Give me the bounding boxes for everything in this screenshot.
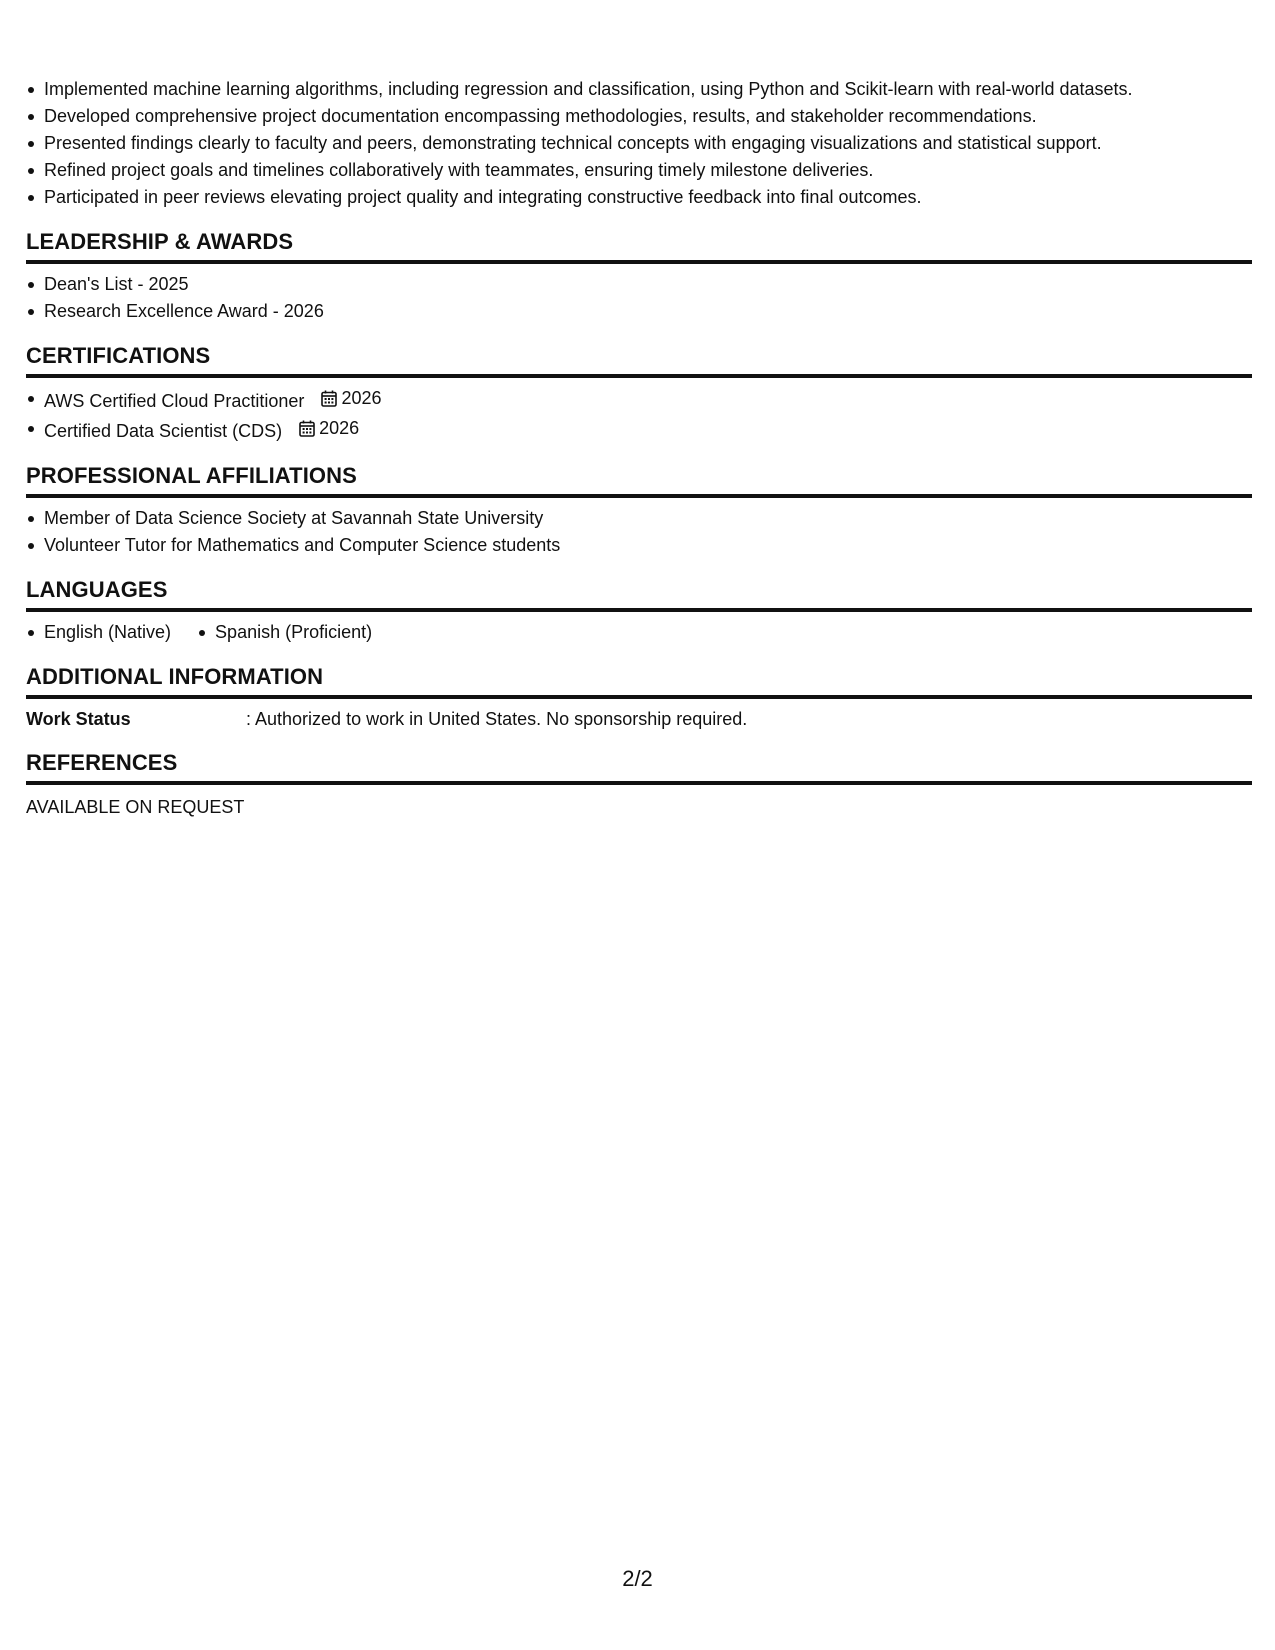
page-number: 2/2 bbox=[622, 1566, 653, 1591]
certification-name: Certified Data Scientist (CDS) bbox=[44, 421, 283, 441]
list-item: Refined project goals and timelines collaboratively with teammates, ensuring timely milestone deliveries. bbox=[26, 157, 1252, 184]
list-item: Spanish (Proficient) bbox=[197, 619, 372, 646]
work-status-row bbox=[26, 706, 1252, 732]
section-title: LEADERSHIP & AWARDS bbox=[26, 227, 1252, 264]
additional-info-section bbox=[26, 662, 1252, 732]
list-item: Developed comprehensive project documentation encompassing methodologies, results, and stakeholder recommendations. bbox=[26, 103, 1252, 130]
work-status-value: : Authorized to work in United States. No sponsorship required. bbox=[246, 709, 748, 729]
affiliations-section bbox=[26, 461, 1252, 559]
calendar-icon bbox=[321, 390, 337, 407]
list-item: Implemented machine learning algorithms, including regression and classification, using Python and Scikit-learn with real-world datasets. bbox=[26, 76, 1252, 103]
list-item: Member of Data Science Society at Savannah State University bbox=[26, 505, 1252, 532]
resume-page bbox=[26, 76, 1252, 820]
list-item bbox=[26, 385, 1252, 415]
section-title: LANGUAGES bbox=[26, 575, 1252, 612]
affiliations-list bbox=[26, 505, 1252, 559]
list-item: Research Excellence Award - 2026 bbox=[26, 298, 1252, 325]
references-text: AVAILABLE ON REQUEST bbox=[26, 797, 245, 817]
calendar-icon bbox=[299, 420, 315, 437]
certification-year: 2026 bbox=[341, 388, 382, 408]
certification-year: 2026 bbox=[319, 418, 360, 438]
certification-date bbox=[321, 385, 381, 412]
list-item: Volunteer Tutor for Mathematics and Computer Science students bbox=[26, 532, 1252, 559]
project-bullet-list bbox=[26, 76, 1252, 211]
section-title: CERTIFICATIONS bbox=[26, 341, 1252, 378]
languages-list bbox=[26, 619, 1252, 646]
list-item: Presented findings clearly to faculty and peers, demonstrating technical concepts with engaging visualizations and statistical support. bbox=[26, 130, 1252, 157]
leadership-section bbox=[26, 227, 1252, 325]
work-status-label: Work Status bbox=[26, 709, 131, 729]
list-item: Dean's List - 2025 bbox=[26, 271, 1252, 298]
certifications-list bbox=[26, 385, 1252, 445]
references-section bbox=[26, 748, 1252, 820]
section-title: REFERENCES bbox=[26, 748, 1252, 785]
list-item bbox=[26, 415, 1252, 445]
certification-name: AWS Certified Cloud Practitioner bbox=[44, 391, 305, 411]
section-title: PROFESSIONAL AFFILIATIONS bbox=[26, 461, 1252, 498]
certification-date bbox=[299, 415, 359, 442]
list-item: Participated in peer reviews elevating project quality and integrating constructive feedback into final outcomes. bbox=[26, 184, 1252, 211]
section-title: ADDITIONAL INFORMATION bbox=[26, 662, 1252, 699]
leadership-list bbox=[26, 271, 1252, 325]
certifications-section bbox=[26, 341, 1252, 445]
languages-section bbox=[26, 575, 1252, 646]
list-item: English (Native) bbox=[26, 619, 171, 646]
